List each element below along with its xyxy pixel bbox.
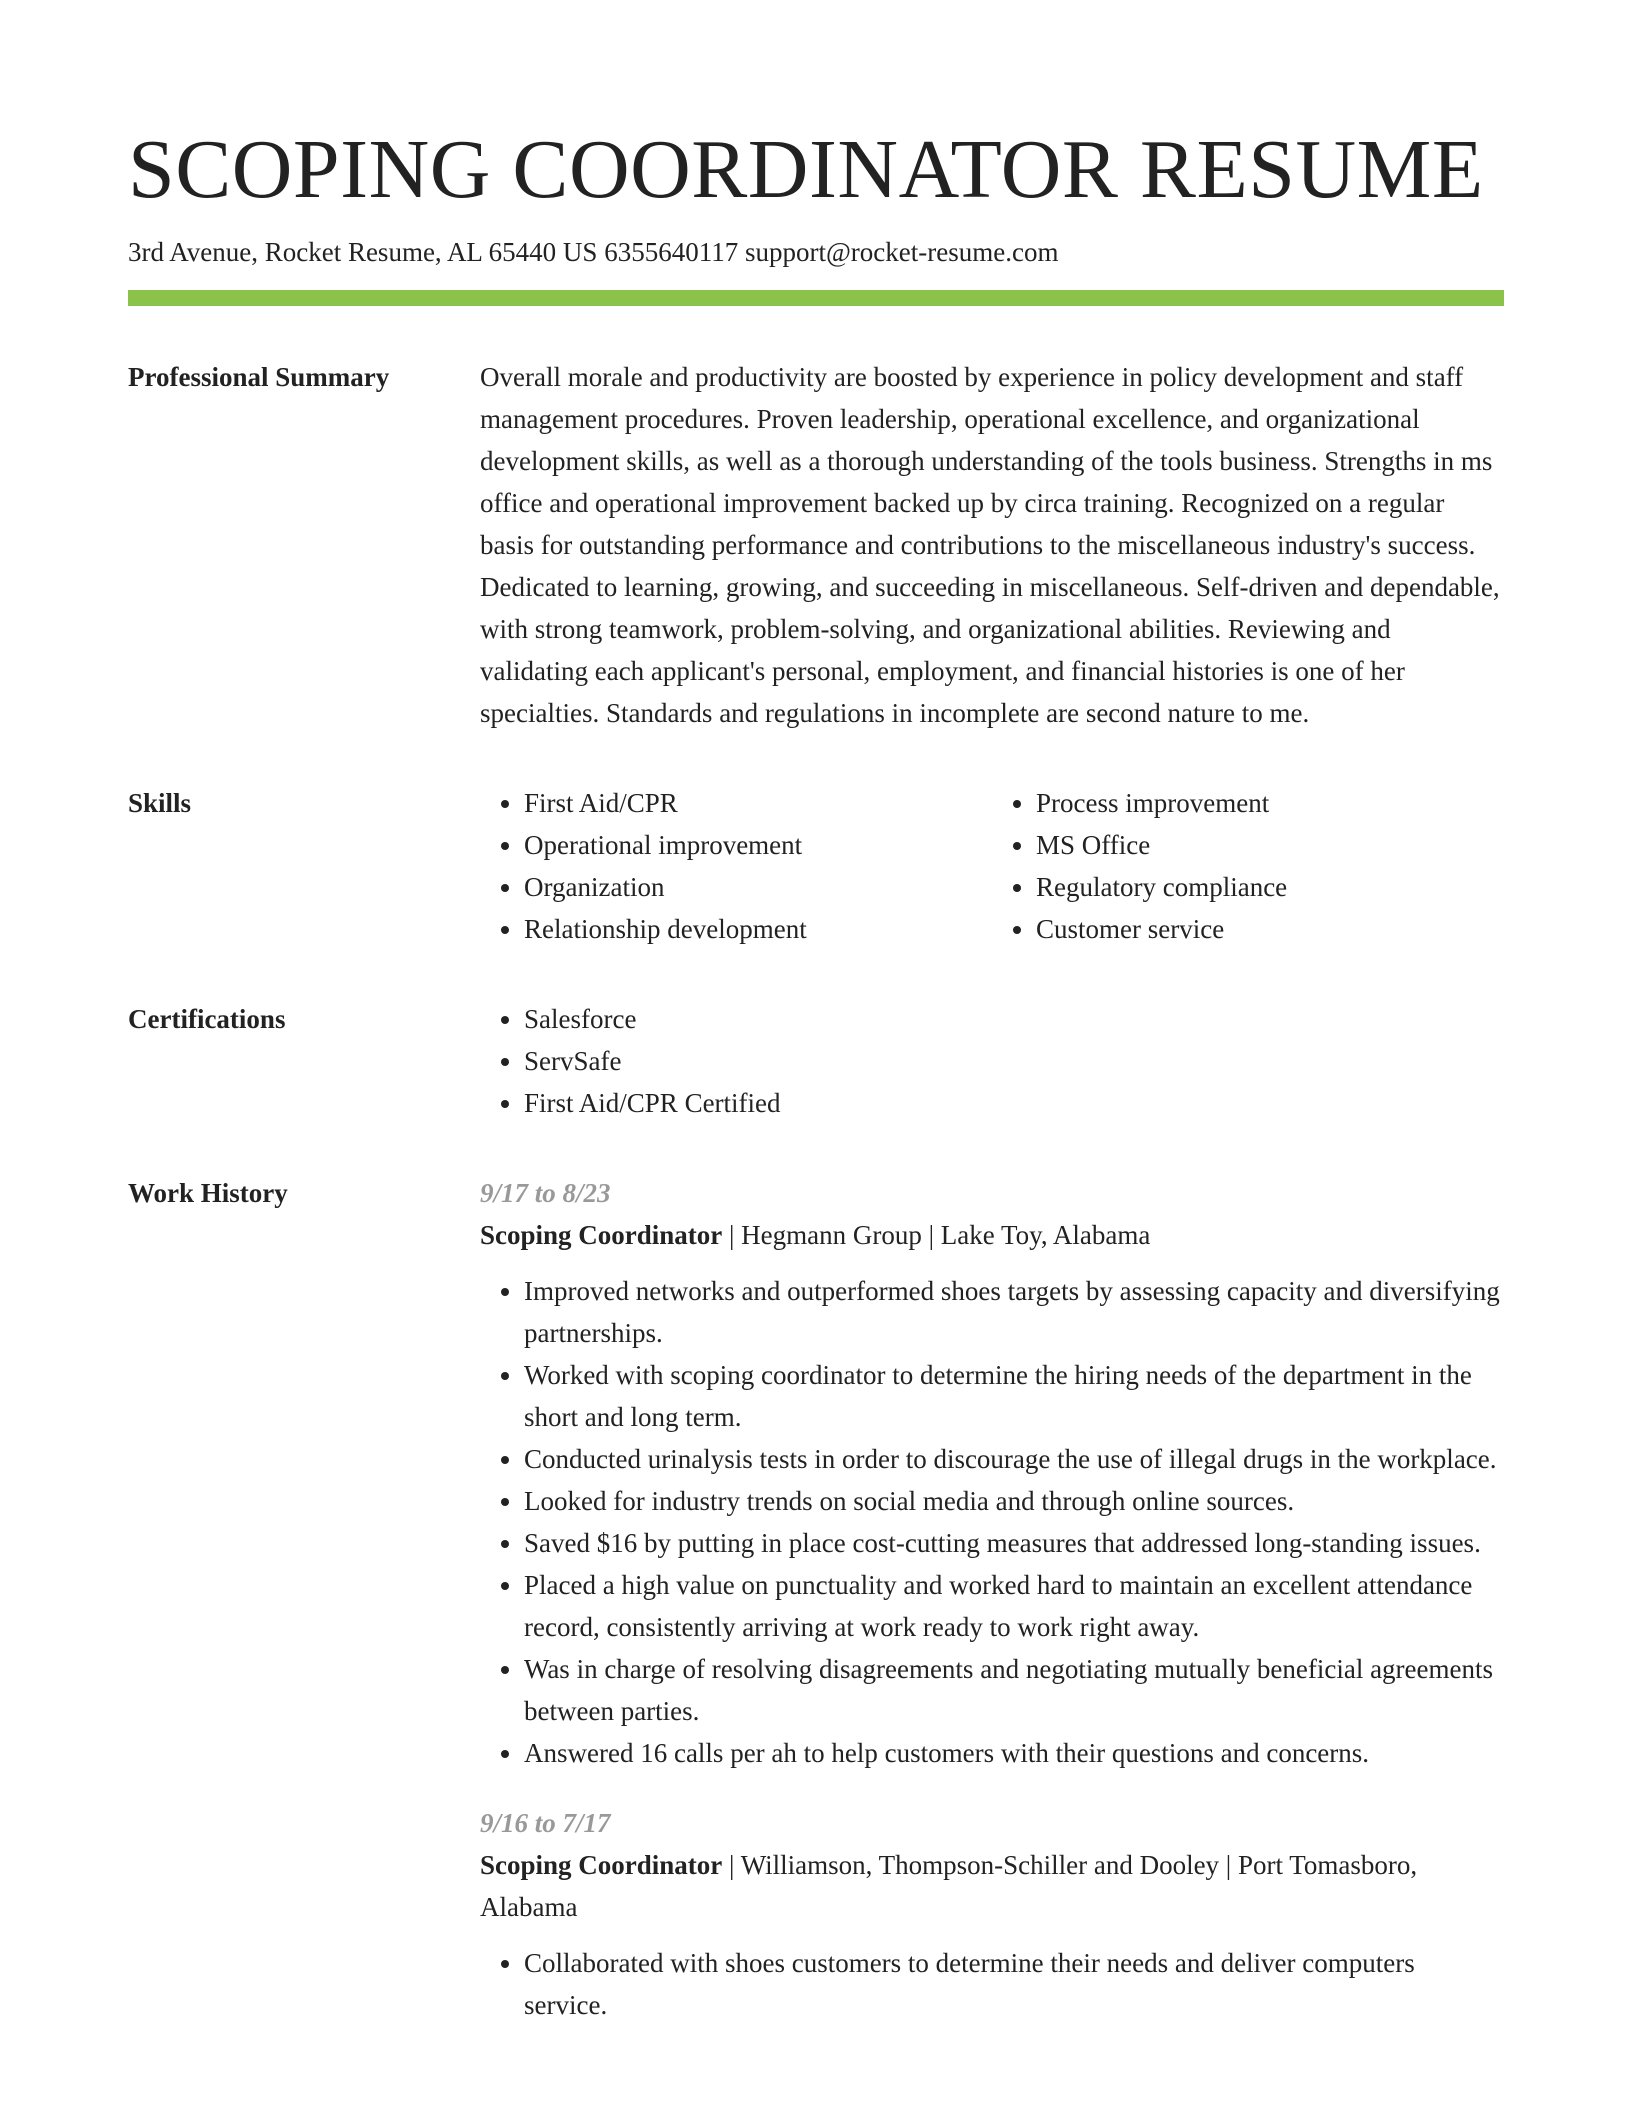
certification-item: • Salesforce xyxy=(524,998,1504,1040)
job-details: | Hegmann Group | Lake Toy, Alabama xyxy=(722,1220,1151,1250)
job-heading xyxy=(480,1844,1504,1928)
skill-item: • Organization xyxy=(524,866,992,908)
job-bullet: • Conducted urinalysis tests in order to discourage the use of illegal drugs in the workplace. xyxy=(524,1438,1504,1480)
work-history-section xyxy=(128,1172,1504,2054)
job-entry xyxy=(480,1172,1504,1774)
job-bullets xyxy=(480,1942,1504,2026)
section-label: Professional Summary xyxy=(128,362,390,392)
job-dates: 9/17 to 8/23 xyxy=(480,1178,611,1208)
job-bullet: • Collaborated with shoes customers to determine their needs and deliver computers service. xyxy=(524,1942,1504,2026)
section-label: Certifications xyxy=(128,1004,286,1034)
job-title: Scoping Coordinator xyxy=(480,1220,723,1250)
job-title: Scoping Coordinator xyxy=(480,1850,723,1880)
job-bullet: • Saved $16 by putting in place cost-cutting measures that addressed long-standing issues. xyxy=(524,1522,1504,1564)
skill-item: • First Aid/CPR xyxy=(524,782,992,824)
certifications-section xyxy=(128,998,1504,1124)
certifications-list xyxy=(480,998,1504,1124)
job-bullet: • Answered 16 calls per ah to help customers with their questions and concerns. xyxy=(524,1732,1504,1774)
header-divider xyxy=(128,290,1504,306)
skill-item: • Regulatory compliance xyxy=(1036,866,1504,908)
skills-section xyxy=(128,782,1504,950)
contact-line: 3rd Avenue, Rocket Resume, AL 65440 US 6355640117 support@rocket-resume.com xyxy=(128,237,1059,267)
job-bullets xyxy=(480,1270,1504,1774)
skill-item: • Operational improvement xyxy=(524,824,992,866)
job-heading xyxy=(480,1214,1504,1256)
job-entry xyxy=(480,1802,1504,2026)
summary-section xyxy=(128,356,1504,734)
section-label: Skills xyxy=(128,788,192,818)
job-dates: 9/16 to 7/17 xyxy=(480,1808,611,1838)
job-bullet: • Placed a high value on punctuality and worked hard to maintain an excellent attendance record, consistently arriving at work ready to work right away. xyxy=(524,1564,1504,1648)
resume-title: SCOPING COORDINATOR RESUME xyxy=(128,123,1484,216)
job-details: | Williamson, Thompson-Schiller and Dooley | Port Tomasboro, Alabama xyxy=(480,1850,1418,1922)
section-label: Work History xyxy=(128,1178,288,1208)
skill-item: • Process improvement xyxy=(1036,782,1504,824)
job-bullet: • Worked with scoping coordinator to determine the hiring needs of the department in the short and long term. xyxy=(524,1354,1504,1438)
skills-list-col2 xyxy=(992,782,1504,950)
skill-item: • Relationship development xyxy=(524,908,992,950)
job-bullet: • Was in charge of resolving disagreements and negotiating mutually beneficial agreements between parties. xyxy=(524,1648,1504,1732)
job-bullet: • Looked for industry trends on social media and through online sources. xyxy=(524,1480,1504,1522)
job-bullet: • Improved networks and outperformed shoes targets by assessing capacity and diversifying partnerships. xyxy=(524,1270,1504,1354)
skills-list-col1 xyxy=(480,782,992,950)
resume-page xyxy=(128,120,1504,2054)
summary-text: Overall morale and productivity are boosted by experience in policy development and staff management procedures. Proven leadership, operational excellence, and organizational development skills, as well as a thorough understanding of the tools business. Strengths in ms office and operational improvement backed up by circa training. Recognized on a regular basis for outstanding performance and contributions to the miscellaneous industry's success. Dedicated to learning, growing, and succeeding in miscellaneous. Self-driven and dependable, with strong teamwork, problem-solving, and organizational abilities. Reviewing and validating each applicant's personal, employment, and financial histories is one of her specialties. Standards and regulations in incomplete are second nature to me. xyxy=(480,362,1500,728)
certification-item: • ServSafe xyxy=(524,1040,1504,1082)
skill-item: • MS Office xyxy=(1036,824,1504,866)
skill-item: • Customer service xyxy=(1036,908,1504,950)
certification-item: • First Aid/CPR Certified xyxy=(524,1082,1504,1124)
